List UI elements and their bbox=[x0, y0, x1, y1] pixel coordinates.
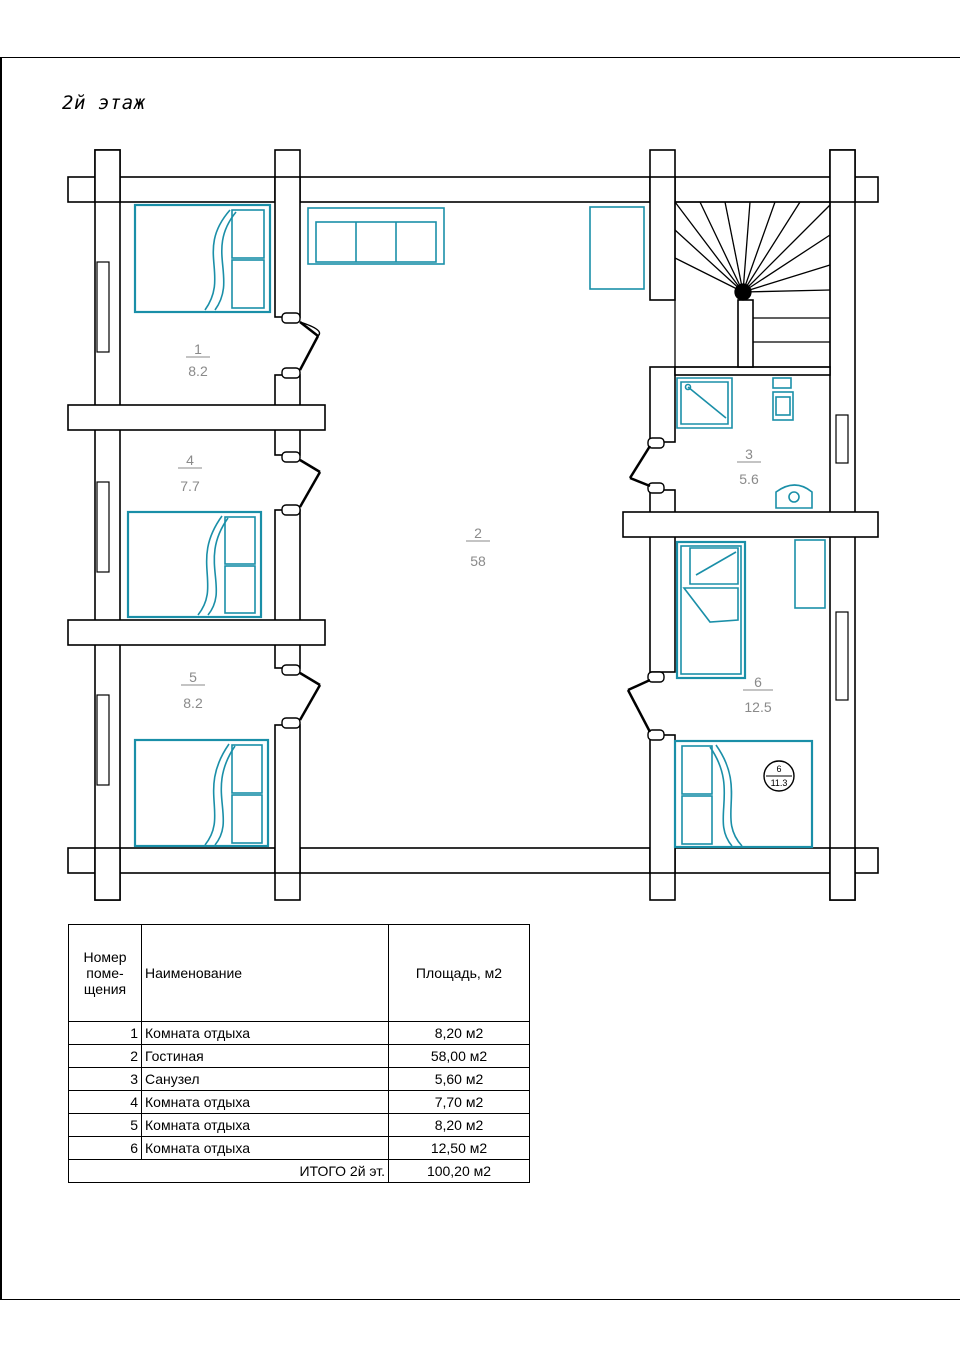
row-area: 12,50 м2 bbox=[389, 1137, 530, 1160]
room-tag-number: 6 bbox=[776, 764, 782, 774]
total-label: ИТОГО 2й эт. bbox=[69, 1160, 389, 1183]
room-1-number: 1 bbox=[194, 341, 202, 357]
floor-title: 2й этаж bbox=[62, 92, 146, 114]
table-row bbox=[69, 1022, 530, 1045]
row-area: 7,70 м2 bbox=[389, 1091, 530, 1114]
header-name: Наименование bbox=[142, 925, 389, 1022]
header-num-line3: щения bbox=[83, 981, 127, 997]
row-num: 3 bbox=[69, 1068, 142, 1091]
header-room-number bbox=[69, 925, 142, 1022]
room-2-number: 2 bbox=[474, 525, 482, 541]
row-num: 2 bbox=[69, 1045, 142, 1068]
walls bbox=[68, 150, 878, 900]
row-name: Комната отдыха bbox=[142, 1022, 389, 1045]
row-area: 5,60 м2 bbox=[389, 1068, 530, 1091]
table-row bbox=[69, 1114, 530, 1137]
room-6-area: 12.5 bbox=[744, 699, 772, 715]
header-num-line2: поме- bbox=[86, 965, 124, 981]
room-tag bbox=[764, 761, 794, 791]
area-table bbox=[68, 924, 530, 1183]
room-6-number: 6 bbox=[754, 674, 762, 690]
row-name: Комната отдыха bbox=[142, 1137, 389, 1160]
table-row bbox=[69, 1137, 530, 1160]
table-row bbox=[69, 1045, 530, 1068]
room-1-area: 8.2 bbox=[188, 363, 208, 379]
row-name: Гостиная bbox=[142, 1045, 389, 1068]
doors bbox=[282, 313, 664, 740]
room-3-area: 5.6 bbox=[739, 471, 759, 487]
row-area: 8,20 м2 bbox=[389, 1114, 530, 1137]
room-4-number: 4 bbox=[186, 452, 194, 468]
room-tag-area: 11.3 bbox=[770, 778, 788, 788]
header-area: Площадь, м2 bbox=[389, 925, 530, 1022]
area-table-header bbox=[69, 925, 530, 1022]
row-area: 58,00 м2 bbox=[389, 1045, 530, 1068]
table-total-row bbox=[69, 1160, 530, 1183]
row-num: 6 bbox=[69, 1137, 142, 1160]
row-name: Комната отдыха bbox=[142, 1114, 389, 1137]
row-num: 4 bbox=[69, 1091, 142, 1114]
row-name: Санузел bbox=[142, 1068, 389, 1091]
row-num: 5 bbox=[69, 1114, 142, 1137]
total-area: 100,20 м2 bbox=[389, 1160, 530, 1183]
room-3-number: 3 bbox=[745, 446, 753, 462]
room-2-area: 58 bbox=[470, 553, 486, 569]
table-row bbox=[69, 1068, 530, 1091]
row-name: Комната отдыха bbox=[142, 1091, 389, 1114]
room-5-number: 5 bbox=[189, 669, 197, 685]
header-num-line1: Номер bbox=[83, 949, 127, 965]
table-row bbox=[69, 1091, 530, 1114]
row-area: 8,20 м2 bbox=[389, 1022, 530, 1045]
room-5-area: 8.2 bbox=[183, 695, 203, 711]
row-num: 1 bbox=[69, 1022, 142, 1045]
room-4-area: 7.7 bbox=[180, 478, 200, 494]
